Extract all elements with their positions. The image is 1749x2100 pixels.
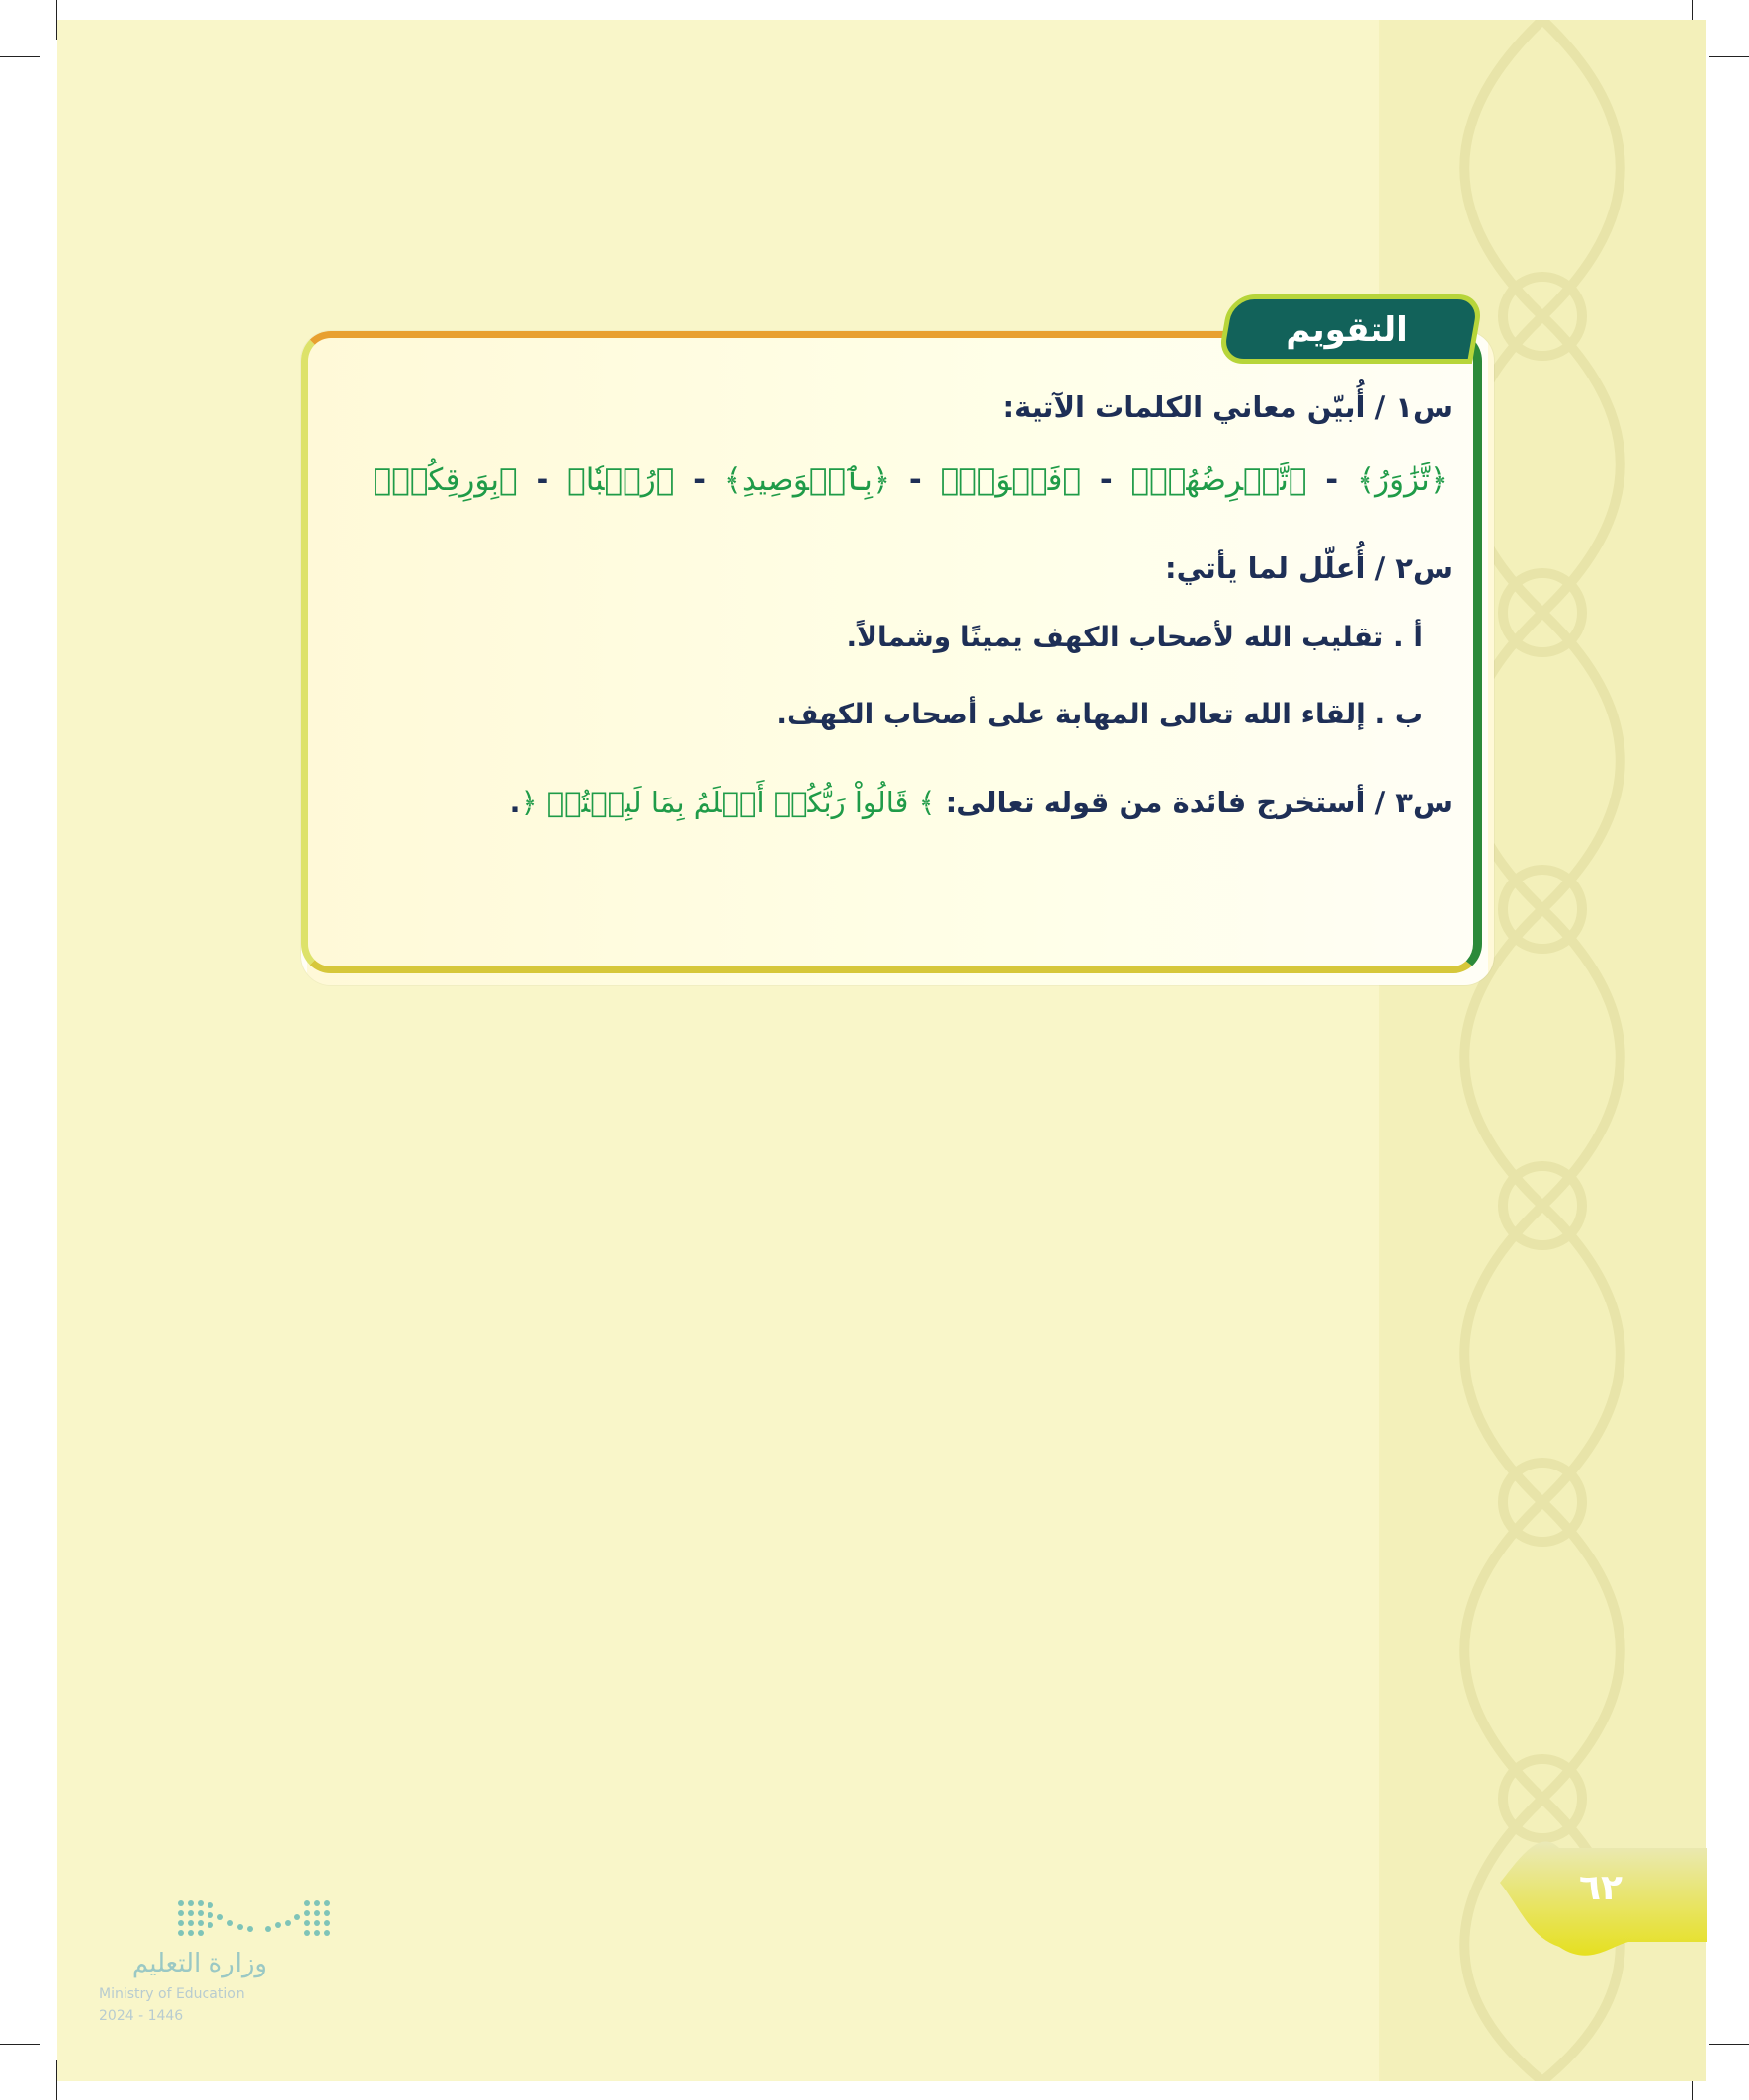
quran-word-6: ﴿بِوَرِقِكُمۡ﴾ (373, 462, 518, 498)
ministry-logo (99, 1897, 336, 2036)
verse-close-bracket: ﴿ (520, 786, 538, 819)
separator: - (1099, 462, 1113, 498)
section-title: التقويم (1286, 310, 1408, 350)
quran-word-5: ﴿رُعۡبٗا﴾ (567, 462, 675, 498)
quran-word-4: ﴿بِٱلۡوَصِيدِ﴾ (723, 462, 891, 498)
crop-mark (1709, 56, 1749, 57)
quran-word-2: ﴿تَّقۡرِضُهُمۡ﴾ (1130, 462, 1307, 498)
quran-words-list (374, 462, 1448, 498)
question-2: س٢ / أُعلّل لما يأتي: (1164, 551, 1453, 585)
logo-arabic-text: وزارة التعليم (131, 1949, 267, 1978)
verse-end-period: . (509, 786, 521, 819)
separator: - (536, 462, 549, 498)
crop-mark (0, 56, 40, 57)
quran-verse: قَالُواْ رَبُّكُمۡ أَعۡلَمُ بِمَا لَبِثۡتُمۡ (546, 786, 909, 819)
assessment-card (301, 331, 1494, 985)
separator: - (1325, 462, 1339, 498)
question-3-prompt: س٣ / أستخرج فائدة من قوله تعالى: (945, 786, 1453, 819)
logo-year-text: 2024 - 1446 (99, 2008, 184, 2024)
question-3 (510, 786, 1453, 819)
quran-word-1: ﴿تَّزَٰوَرُ﴾ (1356, 462, 1448, 498)
question-1: س١ / أُبيّن معاني الكلمات الآتية: (1002, 390, 1453, 424)
separator: - (908, 462, 922, 498)
crop-mark (0, 2044, 40, 2045)
question-2-item-a: أ . تقليب الله لأصحاب الكهف يمينًا وشمالاً. (846, 621, 1423, 653)
question-2-item-b: ب . إلقاء الله تعالى المهابة على أصحاب الكهف. (776, 698, 1423, 730)
quran-word-3: ﴿فَجۡوَةٖ﴾ (940, 462, 1082, 498)
page-number: ٦٢ (1579, 1868, 1623, 1908)
crop-mark (1709, 2044, 1749, 2045)
logo-dots-icon (173, 1897, 336, 1943)
logo-english-text: Ministry of Education (99, 1986, 245, 2002)
verse-open-bracket: ﴾ (918, 786, 936, 819)
separator: - (693, 462, 706, 498)
